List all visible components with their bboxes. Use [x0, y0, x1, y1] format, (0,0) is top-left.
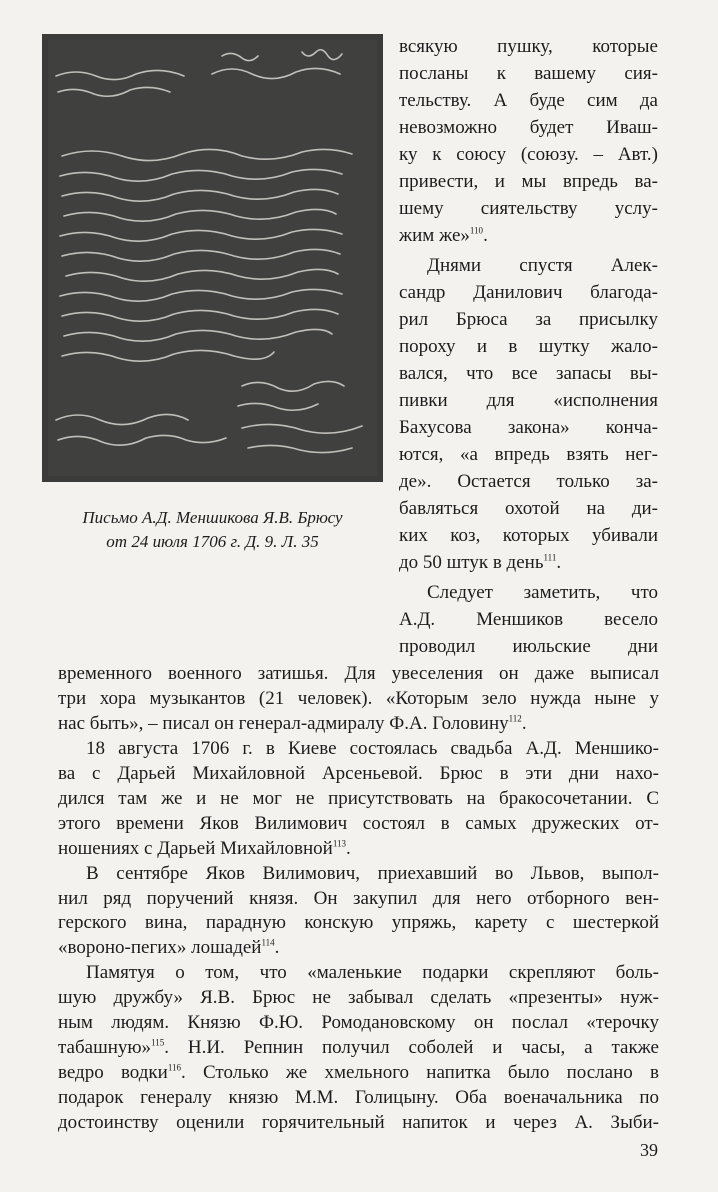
- text-line: Бахусова закона» конча-: [399, 417, 658, 438]
- text-line: посланы к вашему сия-: [399, 63, 658, 84]
- line-text: нас быть», – писал он генерал-адмиралу Ф.А. Головину: [58, 712, 509, 734]
- figure-caption: [42, 506, 383, 554]
- text-line: дился там же и не мог не присутствовать на бракосочетании. С: [58, 787, 659, 809]
- text-line: подарок генералу князю М.М. Голицыну. Оба военачальника по: [58, 1087, 659, 1109]
- text-line: [399, 223, 658, 249]
- line-tail: . Н.И. Репнин получил соболей и часы, а также: [164, 1037, 659, 1059]
- text-line: [58, 935, 659, 961]
- letter-photo: [42, 34, 383, 482]
- text-line: Памятуя о том, что «маленькие подарки скрепляют боль-: [86, 962, 659, 984]
- text-line: [58, 711, 659, 737]
- text-line: [399, 550, 658, 576]
- text-line: 18 августа 1706 г. в Киеве состоялась свадьба А.Д. Меншико-: [86, 737, 659, 759]
- text-line: шую дружбу» Я.В. Брюс не забывал сделать «презенты» нуж-: [58, 987, 659, 1009]
- text-line: вался, что все запасы вы-: [399, 363, 658, 384]
- line-text: до 50 штук в день: [399, 552, 544, 573]
- line-text: ношениях с Дарьей Михайловной: [58, 837, 333, 859]
- text-line: Следует заметить, что: [427, 582, 658, 603]
- text-line: [58, 836, 659, 862]
- text-line: тельству. А буде сим да: [399, 90, 658, 111]
- text-line: сандр Данилович благода-: [399, 282, 658, 303]
- caption-line: Письмо А.Д. Меншикова Я.В. Брюсу: [82, 508, 343, 527]
- line-tail: . Столько же хмельного напитка было послано в: [181, 1062, 659, 1084]
- footnote-ref: 114: [261, 938, 275, 949]
- text-line: нил ряд поручений князя. Он закупил для него отборного вен-: [58, 887, 659, 909]
- text-line: Днями спустя Алек-: [427, 255, 658, 276]
- text-line: А.Д. Меншиков весело: [399, 609, 658, 630]
- text-line: ких коз, которых убивали: [399, 525, 658, 546]
- footnote-ref: 111: [543, 552, 557, 563]
- handwriting-icon: [42, 34, 383, 482]
- line-text: ведро водки: [58, 1062, 168, 1084]
- text-line: рил Брюса за присылку: [399, 309, 658, 330]
- line-tail: .: [274, 937, 280, 959]
- text-line: невозможно будет Иваш-: [399, 117, 658, 138]
- line-text: «вороно-пегих» лошадей: [58, 937, 262, 959]
- caption-line: от 24 июля 1706 г. Д. 9. Л. 35: [106, 532, 319, 551]
- text-line: герского вина, парадную конскую упряжь, карету с шестеркой: [58, 912, 659, 934]
- text-line: ку к союсу (союзу. – Авт.): [399, 144, 658, 165]
- line-tail: .: [346, 837, 351, 859]
- footnote-ref: 116: [167, 1062, 181, 1073]
- text-line: этого времени Яков Вилимович состоял в самых дружеских от-: [58, 812, 659, 834]
- text-line: пивки для «исполнения: [399, 390, 658, 411]
- footnote-ref: 110: [469, 225, 484, 236]
- text-line: три хора музыкантов (21 человек). «Которым зело нужда ныне у: [58, 687, 659, 709]
- text-line: пороху и в шутку жало-: [399, 336, 658, 357]
- text-line: ются, «а впредь взять нег-: [399, 444, 658, 465]
- text-line: де». Остается только за-: [399, 471, 658, 492]
- page-number: 39: [640, 1140, 658, 1160]
- text-line: временного военного затишья. Для увеселения он даже выписал: [58, 663, 659, 684]
- footnote-ref: 113: [332, 838, 347, 849]
- line-text: жим же»: [399, 225, 470, 246]
- line-text: табашную»: [58, 1037, 152, 1059]
- text-line: достоинству оценили горячительный напиток и через А. Зыби-: [58, 1112, 659, 1134]
- text-line: привести, и мы впредь ва-: [399, 171, 658, 192]
- footnote-ref: 115: [151, 1037, 165, 1048]
- text-line: [58, 1035, 659, 1061]
- footnote-ref: 112: [508, 713, 522, 724]
- text-line: проводил июльские дни: [399, 636, 658, 657]
- text-line: шему сиятельству услу-: [399, 198, 658, 219]
- text-line: бавляться охотой на ди-: [399, 498, 658, 519]
- text-line: [58, 1060, 659, 1086]
- text-line: ным людям. Князю Ф.Ю. Ромодановскому он послал «терочку: [58, 1012, 659, 1034]
- line-tail: .: [483, 225, 488, 246]
- text-line: В сентябре Яков Вилимович, приехавший во Львов, выпол-: [86, 862, 659, 884]
- text-line: всякую пушку, которые: [399, 36, 658, 57]
- line-tail: .: [521, 712, 527, 734]
- line-tail: .: [556, 552, 562, 573]
- text-line: ва с Дарьей Михайловной Арсеньевой. Брюс в эти дни нахо-: [58, 762, 659, 784]
